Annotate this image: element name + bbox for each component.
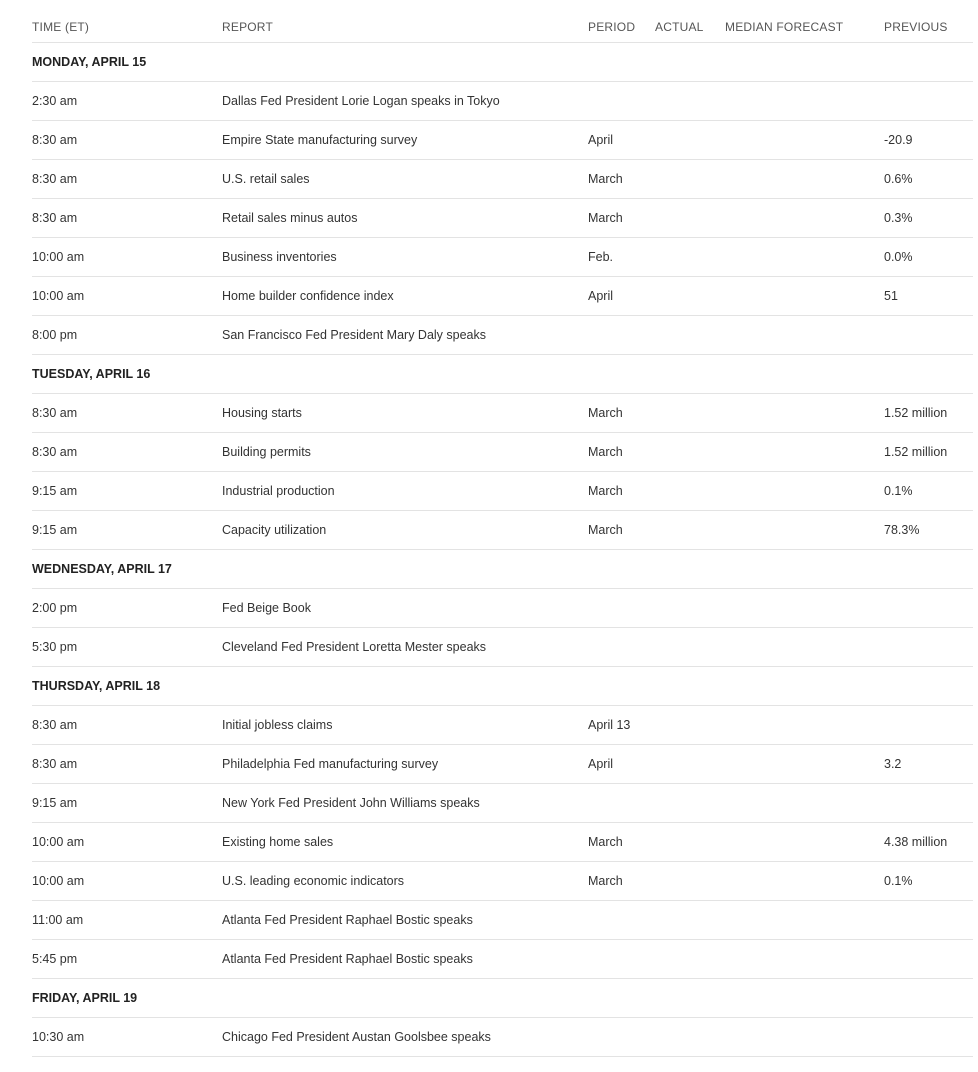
time-cell: 8:30 am — [32, 133, 78, 147]
report-cell: Chicago Fed President Austan Goolsbee speaks — [222, 1030, 491, 1044]
table-row — [32, 472, 973, 511]
report-cell: Existing home sales — [222, 835, 334, 849]
day-header-row — [32, 550, 973, 589]
report-cell: San Francisco Fed President Mary Daly speaks — [222, 328, 486, 342]
previous-cell: 4.38 million — [884, 835, 948, 849]
report-cell: Housing starts — [222, 406, 302, 420]
time-cell: 2:30 am — [32, 94, 78, 108]
previous-cell: 0.3% — [884, 211, 913, 225]
period-cell: March — [588, 484, 623, 498]
table-row — [32, 511, 973, 550]
table-row — [32, 82, 973, 121]
table-row — [32, 316, 973, 355]
table-row — [32, 745, 973, 784]
report-cell: Cleveland Fed President Loretta Mester speaks — [222, 640, 487, 654]
table-row — [32, 394, 973, 433]
report-cell: Atlanta Fed President Raphael Bostic speaks — [222, 952, 473, 966]
time-cell: 8:30 am — [32, 211, 78, 225]
time-cell: 11:00 am — [32, 913, 84, 927]
previous-cell: 1.52 million — [884, 445, 948, 459]
table-row — [32, 901, 973, 940]
table-row — [32, 784, 973, 823]
previous-cell: 51 — [884, 289, 898, 303]
report-cell: Industrial production — [222, 484, 335, 498]
period-cell: March — [588, 874, 623, 888]
previous-cell: 0.0% — [884, 250, 913, 264]
previous-cell: 1.52 million — [884, 406, 948, 420]
column-header-previous: PREVIOUS — [884, 20, 948, 34]
day-label: THURSDAY, APRIL 18 — [32, 679, 161, 693]
report-cell: Philadelphia Fed manufacturing survey — [222, 757, 439, 771]
table-row — [32, 589, 973, 628]
period-cell: March — [588, 406, 623, 420]
report-cell: Initial jobless claims — [222, 718, 333, 732]
period-cell: March — [588, 211, 623, 225]
table-row — [32, 706, 973, 745]
time-cell: 10:00 am — [32, 250, 85, 264]
period-cell: March — [588, 445, 623, 459]
economic-calendar-table — [32, 8, 973, 1057]
period-cell: March — [588, 172, 623, 186]
table-row — [32, 238, 973, 277]
report-cell: Capacity utilization — [222, 523, 327, 537]
period-cell: March — [588, 835, 623, 849]
table-row — [32, 940, 973, 979]
time-cell: 9:15 am — [32, 484, 78, 498]
day-label: TUESDAY, APRIL 16 — [32, 367, 151, 381]
column-header-report: REPORT — [222, 20, 273, 34]
table-header-row — [32, 8, 973, 43]
period-cell: April — [588, 133, 614, 147]
time-cell: 5:45 pm — [32, 952, 78, 966]
report-cell: Retail sales minus autos — [222, 211, 358, 225]
day-label: MONDAY, APRIL 15 — [32, 55, 147, 69]
table-row — [32, 1018, 973, 1057]
time-cell: 10:00 am — [32, 835, 85, 849]
report-cell: Atlanta Fed President Raphael Bostic speaks — [222, 913, 473, 927]
table-row — [32, 121, 973, 160]
time-cell: 10:00 am — [32, 289, 85, 303]
period-cell: March — [588, 523, 623, 537]
time-cell: 8:30 am — [32, 757, 78, 771]
time-cell: 9:15 am — [32, 523, 78, 537]
report-cell: U.S. leading economic indicators — [222, 874, 405, 888]
report-cell: Home builder confidence index — [222, 289, 394, 303]
report-cell: New York Fed President John Williams speaks — [222, 796, 480, 810]
time-cell: 10:30 am — [32, 1030, 85, 1044]
column-header-median-forecast: MEDIAN FORECAST — [725, 20, 844, 34]
time-cell: 8:30 am — [32, 718, 78, 732]
period-cell: April — [588, 289, 614, 303]
report-cell: U.S. retail sales — [222, 172, 310, 186]
previous-cell: 78.3% — [884, 523, 920, 537]
time-cell: 8:30 am — [32, 406, 78, 420]
previous-cell: 0.1% — [884, 874, 913, 888]
table-row — [32, 823, 973, 862]
table-row — [32, 199, 973, 238]
day-header-row — [32, 667, 973, 706]
table-row — [32, 628, 973, 667]
previous-cell: -20.9 — [884, 133, 913, 147]
previous-cell: 0.1% — [884, 484, 913, 498]
report-cell: Building permits — [222, 445, 311, 459]
table-row — [32, 277, 973, 316]
day-header-row — [32, 355, 973, 394]
table-body — [32, 43, 973, 1057]
time-cell: 8:30 am — [32, 172, 78, 186]
column-header-period: PERIOD — [588, 20, 636, 34]
table-row — [32, 862, 973, 901]
time-cell: 8:30 am — [32, 445, 78, 459]
time-cell: 10:00 am — [32, 874, 85, 888]
time-cell: 8:00 pm — [32, 328, 78, 342]
report-cell: Business inventories — [222, 250, 337, 264]
period-cell: April 13 — [588, 718, 631, 732]
day-label: WEDNESDAY, APRIL 17 — [32, 562, 172, 576]
day-header-row — [32, 979, 973, 1018]
table-row — [32, 433, 973, 472]
time-cell: 2:00 pm — [32, 601, 78, 615]
previous-cell: 3.2 — [884, 757, 902, 771]
period-cell: April — [588, 757, 614, 771]
time-cell: 5:30 pm — [32, 640, 78, 654]
column-header-time: TIME (ET) — [32, 20, 90, 34]
day-label: FRIDAY, APRIL 19 — [32, 991, 138, 1005]
period-cell: Feb. — [588, 250, 614, 264]
report-cell: Dallas Fed President Lorie Logan speaks in Tokyo — [222, 94, 500, 108]
previous-cell: 0.6% — [884, 172, 913, 186]
report-cell: Empire State manufacturing survey — [222, 133, 418, 147]
day-header-row — [32, 43, 973, 82]
table-row — [32, 160, 973, 199]
time-cell: 9:15 am — [32, 796, 78, 810]
column-header-actual: ACTUAL — [655, 20, 704, 34]
report-cell: Fed Beige Book — [222, 601, 311, 615]
